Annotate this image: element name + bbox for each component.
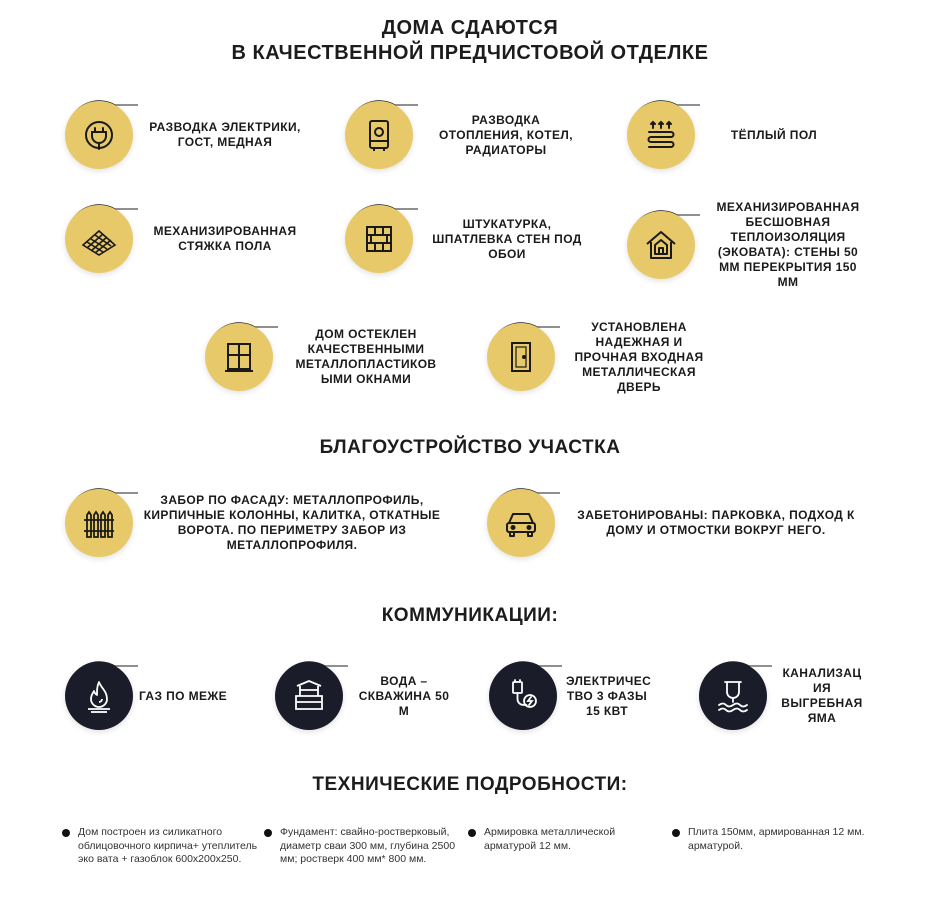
section-heading-communications: КОММУНИКАЦИИ:	[381, 605, 559, 626]
feature-label: ЭЛЕКТРИЧЕС ТВО 3 ФАЗЫ 15 КВТ	[566, 673, 652, 718]
feature-label: РАЗВОДКА ЭЛЕКТРИКИ, ГОСТ, МЕДНАЯ	[149, 120, 301, 149]
sewage-pipe-icon	[699, 662, 767, 730]
section-heading-yard: БЛАГОУСТРОЙСТВО УЧАСТКА	[319, 437, 621, 458]
house-insulation-icon	[627, 211, 695, 279]
fence-icon	[65, 489, 133, 557]
feature-label: ЗАБОР ПО ФАСАДУ: МЕТАЛЛОПРОФИЛЬ, КИРПИЧНЫЕ КОЛОННЫ, КАЛИТКА, ОТКАТНЫЕ ВОРОТА. ПО ПЕРИМЕТРУ ЗАБОР ИЗ МЕТАЛЛОПРОФИЛЯ.	[143, 493, 441, 552]
feature-label: МЕХАНИЗИРОВАННАЯ БЕСШОВНАЯ ТЕПЛОИЗОЛЯЦИЯ (ЭКОВАТА): СТЕНЫ 50 ММ ПЕРЕКРЫТИЯ 150 ММ	[716, 200, 860, 289]
tech-item-walls	[78, 826, 258, 867]
feature-concrete	[482, 484, 866, 562]
tech-text: Дом построен из силикатного облицовочного кирпича+ утеплитель эко вата + газоблок 600х200х250.	[78, 826, 258, 865]
bullet-icon	[468, 829, 476, 837]
bullet-icon	[62, 829, 70, 837]
bullet-icon	[264, 829, 272, 837]
floor-screed-mesh-icon	[65, 205, 133, 273]
feature-label: ВОДА – СКВАЖИНА 50 М	[358, 673, 450, 718]
main-heading-line2: В КАЧЕСТВЕННОЙ ПРЕДЧИСТОВОЙ ОТДЕЛКЕ	[231, 42, 709, 64]
boiler-icon	[345, 101, 413, 169]
power-plug-icon	[489, 662, 557, 730]
car-parking-icon	[487, 489, 555, 557]
feature-windows	[200, 318, 444, 396]
feature-insulation	[622, 200, 868, 290]
feature-label: ТЁПЛЫЙ ПОЛ	[730, 127, 818, 142]
feature-water	[270, 657, 454, 735]
feature-label: ДОМ ОСТЕКЛЕН КАЧЕСТВЕННЫМИ МЕТАЛЛОПЛАСТИКОВ ЫМИ ОКНАМИ	[295, 327, 437, 386]
feature-screed	[60, 200, 310, 278]
feature-label: КАНАЛИЗАЦ ИЯ ВЫГРЕБНАЯ ЯМА	[781, 666, 863, 725]
feature-door	[482, 318, 714, 396]
feature-label: ЗАБЕТОНИРОВАНЫ: ПАРКОВКА, ПОДХОД К ДОМУ И ОТМОСТКИ ВОКРУГ НЕГО.	[577, 508, 855, 537]
water-well-icon	[275, 662, 343, 730]
main-heading-line1: ДОМА СДАЮТСЯ	[381, 17, 559, 39]
tech-text: Фундамент: свайно-ростверковый, диаметр сваи 300 мм, глубина 2500 мм; ростверк 400 мм* 800 мм.	[280, 826, 456, 865]
feature-electricity	[484, 657, 652, 735]
brick-wall-icon	[345, 205, 413, 273]
feature-fence	[60, 484, 442, 562]
feature-label: ГАЗ ПО МЕЖЕ	[138, 688, 228, 703]
feature-plaster	[340, 200, 590, 278]
window-icon	[205, 323, 273, 391]
feature-heating	[340, 96, 584, 174]
tech-text: Армировка металлической арматурой 12 мм.	[484, 826, 616, 852]
tech-item-slab	[688, 826, 868, 853]
tech-text: Плита 150мм, армированная 12 мм. арматурой.	[688, 826, 865, 852]
section-heading-tech: ТЕХНИЧЕСКИЕ ПОДРОБНОСТИ:	[312, 774, 628, 795]
tech-item-reinforcement	[484, 826, 664, 853]
feature-floor-heating	[622, 96, 834, 174]
feature-label: РАЗВОДКА ОТОПЛЕНИЯ, КОТЕЛ, РАДИАТОРЫ	[439, 112, 573, 157]
feature-label: МЕХАНИЗИРОВАННАЯ СТЯЖКА ПОЛА	[153, 224, 297, 253]
feature-electrical	[60, 96, 310, 174]
tech-item-foundation	[280, 826, 460, 867]
main-heading	[0, 16, 940, 66]
bullet-icon	[672, 829, 680, 837]
feature-label: УСТАНОВЛЕНА НАДЕЖНАЯ И ПРОЧНАЯ ВХОДНАЯ МЕТАЛЛИЧЕСКАЯ ДВЕРЬ	[574, 319, 704, 394]
feature-gas	[60, 657, 228, 735]
electric-plug-icon	[65, 101, 133, 169]
gas-flame-icon	[65, 662, 133, 730]
feature-sewage	[694, 657, 868, 735]
feature-label: ШТУКАТУРКА, ШПАТЛЕВКА СТЕН ПОД ОБОИ	[432, 216, 582, 261]
door-icon	[487, 323, 555, 391]
floor-heating-icon	[627, 101, 695, 169]
